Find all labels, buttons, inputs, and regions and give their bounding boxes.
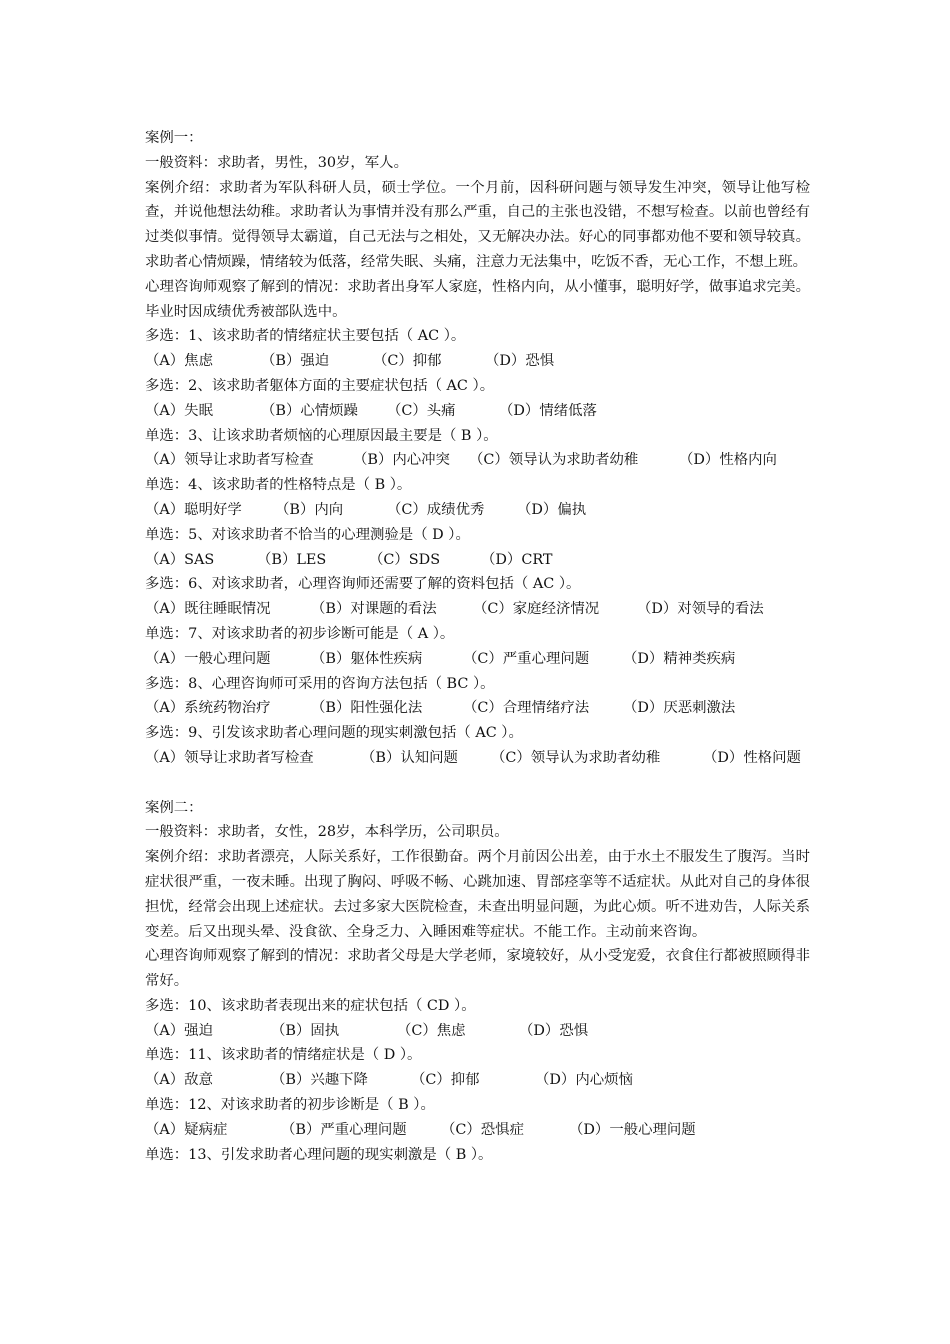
option-a: （A）敌意 <box>145 1072 213 1089</box>
case2-title: 案例二： <box>145 799 203 816</box>
question-10-options <box>145 1019 810 1044</box>
option-b: （B）躯体性疾病 <box>311 650 423 667</box>
case1-title: 案例一： <box>145 130 203 146</box>
question-6-options <box>145 597 810 622</box>
option-c: （C）头痛 <box>387 402 456 419</box>
question-9-options <box>145 746 810 771</box>
option-b: （B）强迫 <box>261 353 330 370</box>
option-b: （B）LES <box>257 551 327 568</box>
question-8-options <box>145 696 810 721</box>
option-c: （C）抑郁 <box>373 353 442 370</box>
option-c: （C）抑郁 <box>411 1072 480 1089</box>
option-a: （A）领导让求助者写检查 <box>145 452 314 469</box>
option-b: （B）对课题的看法 <box>311 601 437 618</box>
option-c: （C）领导认为求助者幼稚 <box>491 749 661 766</box>
option-b: （B）阳性强化法 <box>311 700 423 717</box>
question-11-options <box>145 1068 810 1093</box>
question-1: 多选：1、该求助者的情绪症状主要包括（ AC ）。 <box>145 328 466 345</box>
option-c: （C）SDS <box>369 551 441 568</box>
option-d: （D）一般心理问题 <box>569 1121 696 1138</box>
question-2: 多选：2、该求助者躯体方面的主要症状包括（ AC ）。 <box>145 377 495 394</box>
question-13: 单选：13、引发求助者心理问题的现实刺激是（ B ）。 <box>145 1146 493 1163</box>
case2-introduction: 案例介绍：求助者漂亮，人际关系好，工作很勤奋。两个月前因公出差，由于水土不服发生了腹泻。当时症状很严重，一夜未睡。出现了胸闷、呼吸不畅、心跳加速、胃部痉挛等不适症状。从此对自己的身体很担忧，经常会出现上述症状。去过多家大医院检查，未查出明显问题，为此心烦。听不进劝告，人际关系变差。后又出现头晕、没食欲、全身乏力、入睡困难等症状。不能工作。主动前来咨询。 <box>145 849 810 940</box>
option-a: （A）既往睡眠情况 <box>145 601 271 618</box>
question-4-options <box>145 498 810 523</box>
question-5: 单选：5、对该求助者不恰当的心理测验是（ D ）。 <box>145 526 470 543</box>
option-c: （C）严重心理问题 <box>463 650 590 667</box>
option-b: （B）固执 <box>271 1022 340 1039</box>
option-d: （D）性格内向 <box>679 452 777 469</box>
option-a: （A）领导让求助者写检查 <box>145 749 314 766</box>
case1-introduction: 案例介绍：求助者为军队科研人员，硕士学位。一个月前，因科研问题与领导发生冲突，领导让他写检查，并说他想法幼稚。求助者认为事情并没有那么严重，自己的主张也没错，不想写检查。以前也曾经有过类似事情。觉得领导太霸道，自己无法与之相处，又无解决办法。好心的同事都劝他不要和领导较真。求助者心情烦躁，情绪较为低落，经常失眠、头痛，注意力无法集中，吃饭不香，无心工作，不想上班。 <box>145 179 810 270</box>
option-b: （B）内向 <box>275 501 344 518</box>
option-a: （A）失眠 <box>145 402 213 419</box>
question-2-options <box>145 399 810 424</box>
case2-general-info: 一般资料：求助者，女性，28岁，本科学历，公司职员。 <box>145 824 509 841</box>
option-b: （B）兴趣下降 <box>271 1072 368 1089</box>
option-c: （C）合理情绪疗法 <box>463 700 590 717</box>
option-d: （D）精神类疾病 <box>623 650 736 667</box>
option-d: （D）情绪低落 <box>499 402 597 419</box>
question-10: 多选：10、该求助者表现出来的症状包括（ CD ）。 <box>145 997 476 1014</box>
option-a: （A）系统药物治疗 <box>145 700 271 717</box>
option-d: （D）厌恶刺激法 <box>623 700 736 717</box>
option-d: （D）内心烦恼 <box>535 1072 633 1089</box>
question-3-options <box>145 448 810 473</box>
question-1-options <box>145 349 810 374</box>
option-a: （A）疑病症 <box>145 1121 228 1138</box>
option-d: （D）CRT <box>481 551 553 568</box>
option-c: （C）领导认为求助者幼稚 <box>469 452 639 469</box>
question-7-options <box>145 647 810 672</box>
question-12-options <box>145 1118 810 1143</box>
option-d: （D）恐惧 <box>485 353 555 370</box>
case2-observation: 心理咨询师观察了解到的情况：求助者父母是大学老师，家境较好，从小受宠爱，衣食住行都被照顾得非常好。 <box>145 948 810 990</box>
option-c: （C）恐惧症 <box>441 1121 524 1138</box>
question-11: 单选：11、该求助者的情绪症状是（ D ）。 <box>145 1047 422 1064</box>
section-spacer <box>145 771 810 796</box>
question-9: 多选：9、引发该求助者心理问题的现实刺激包括（ AC ）。 <box>145 725 523 742</box>
option-c: （C）焦虑 <box>397 1022 466 1039</box>
question-4: 单选：4、该求助者的性格特点是（ B ）。 <box>145 477 412 494</box>
option-a: （A）聪明好学 <box>145 501 242 518</box>
document-page <box>145 126 810 1167</box>
question-5-options <box>145 548 810 573</box>
option-a: （A）SAS <box>145 551 215 568</box>
question-8: 多选：8、心理咨询师可采用的咨询方法包括（ BC ）。 <box>145 675 495 692</box>
option-b: （B）心情烦躁 <box>261 402 358 419</box>
option-d: （D）恐惧 <box>519 1022 589 1039</box>
option-b: （B）严重心理问题 <box>281 1121 407 1138</box>
question-3: 单选：3、让该求助者烦恼的心理原因最主要是（ B ）。 <box>145 427 498 444</box>
option-a: （A）强迫 <box>145 1022 213 1039</box>
option-d: （D）性格问题 <box>703 749 801 766</box>
option-a: （A）焦虑 <box>145 353 213 370</box>
option-d: （D）对领导的看法 <box>637 601 764 618</box>
case1-observation: 心理咨询师观察了解到的情况：求助者出身军人家庭，性格内向，从小懂事，聪明好学，做事追求完美。毕业时因成绩优秀被部队选中。 <box>145 278 810 320</box>
question-7: 单选：7、对该求助者的初步诊断可能是（ A ）。 <box>145 625 455 642</box>
option-d: （D）偏执 <box>517 501 587 518</box>
option-a: （A）一般心理问题 <box>145 650 271 667</box>
question-12: 单选：12、对该求助者的初步诊断是（ B ）。 <box>145 1097 435 1114</box>
option-c: （C）家庭经济情况 <box>473 601 600 618</box>
case1-general-info: 一般资料：求助者，男性，30岁，军人。 <box>145 154 408 171</box>
option-b: （B）内心冲突 <box>353 452 450 469</box>
option-b: （B）认知问题 <box>361 749 458 766</box>
question-6: 多选：6、对该求助者，心理咨询师还需要了解的资料包括（ AC ）。 <box>145 576 581 593</box>
option-c: （C）成绩优秀 <box>387 501 485 518</box>
